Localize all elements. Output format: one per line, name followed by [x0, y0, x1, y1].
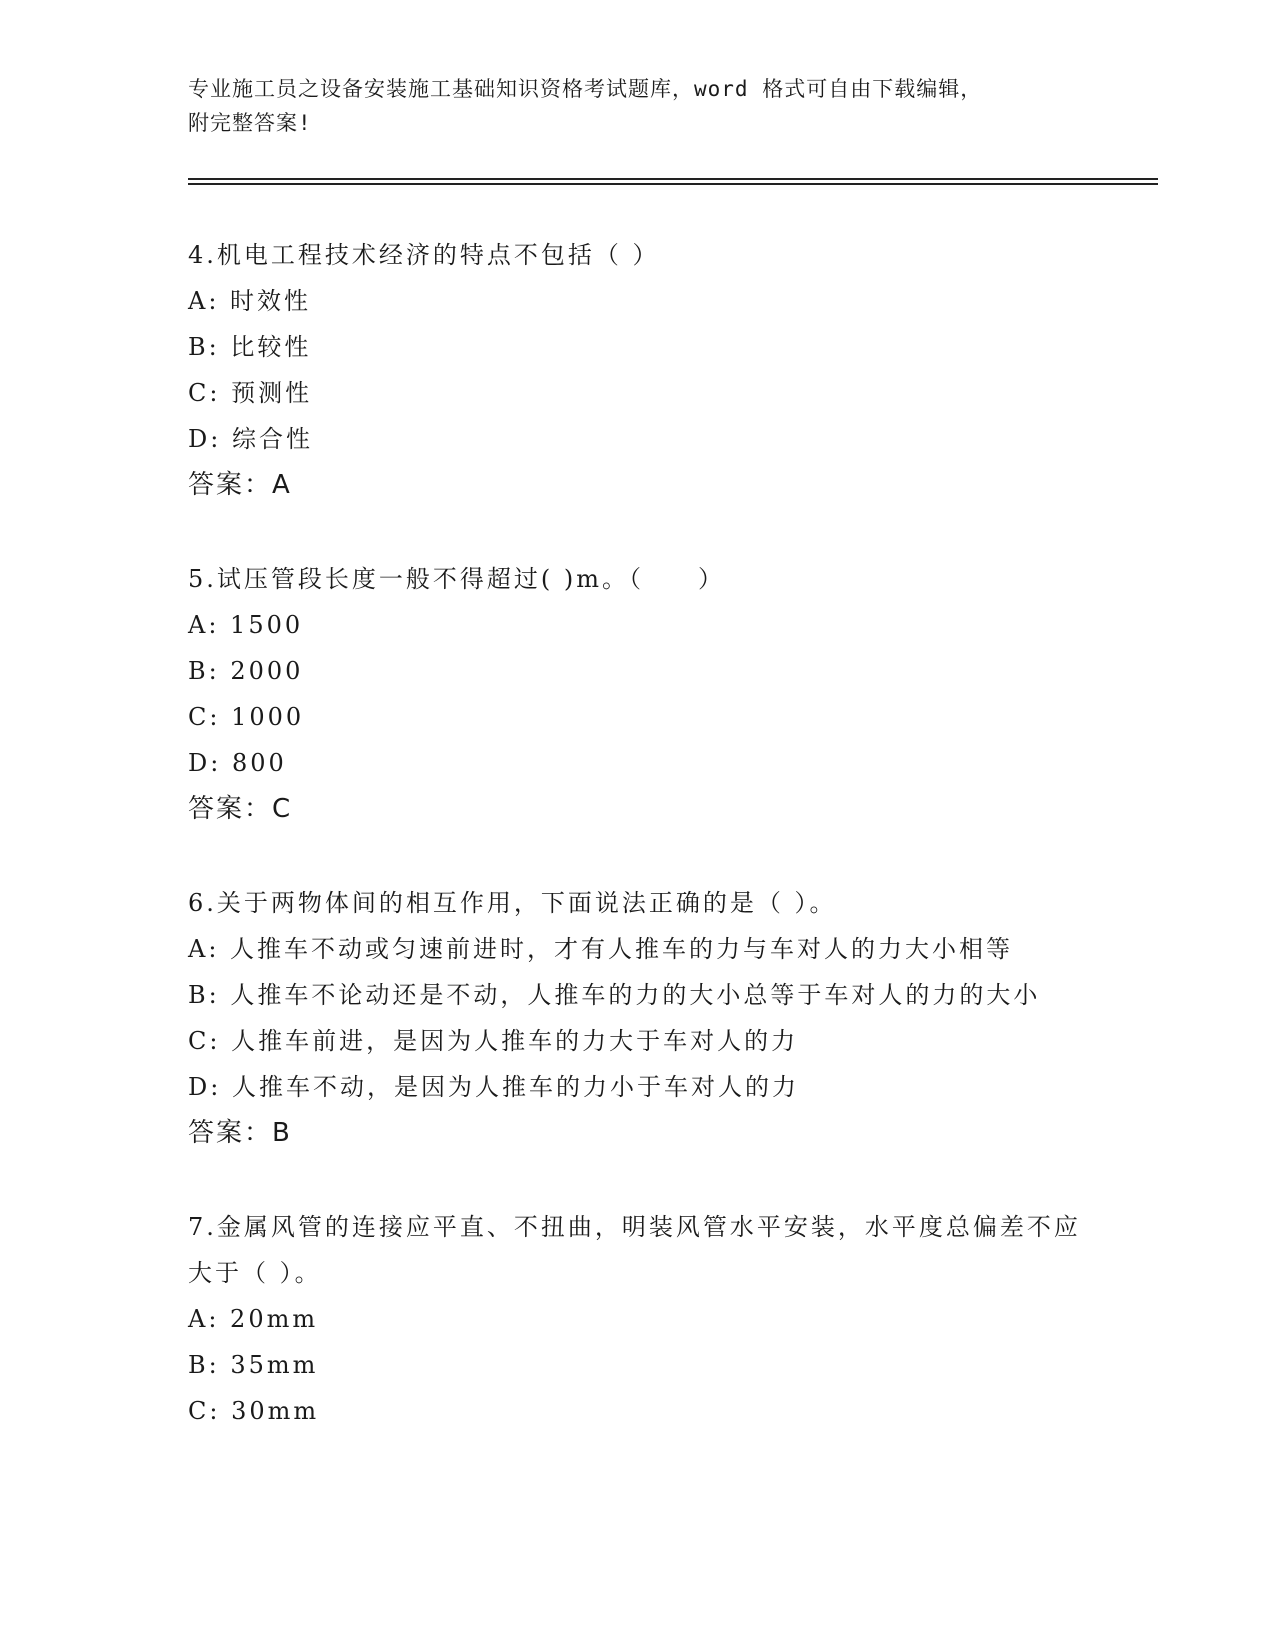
option-a: A: 1500 [188, 611, 304, 639]
question-6 [188, 880, 1088, 1156]
question-stem: 4.机电工程技术经济的特点不包括（ ） [188, 241, 660, 269]
option-b: B: 2000 [188, 657, 304, 685]
question-5 [188, 556, 1088, 832]
question-stem: 5.试压管段长度一般不得超过( )m。（ ） [188, 565, 726, 593]
option-c: C: 1000 [188, 703, 305, 731]
header-line-2: 附完整答案! [188, 111, 312, 135]
question-7 [188, 1204, 1088, 1434]
option-c: C: 30mm [188, 1397, 320, 1425]
option-c: C: 人推车前进，是因为人推车的力大于车对人的力 [188, 1027, 799, 1055]
option-d: D: 综合性 [188, 425, 313, 453]
question-stem: 6.关于两物体间的相互作用，下面说法正确的是（ ）。 [188, 889, 837, 917]
option-a: A: 人推车不动或匀速前进时，才有人推车的力与车对人的力大小相等 [188, 935, 1014, 963]
question-list [188, 232, 1088, 1434]
option-a: A: 20mm [188, 1305, 319, 1333]
header-line-1: 专业施工员之设备安装施工基础知识资格考试题库，word 格式可自由下载编辑， [188, 77, 983, 101]
option-a: A: 时效性 [188, 287, 312, 315]
header-divider-top [188, 178, 1158, 180]
answer-line: 答案：A [188, 470, 292, 500]
option-c: C: 预测性 [188, 379, 313, 407]
answer-line: 答案：B [188, 1118, 292, 1148]
option-d: D: 800 [188, 749, 287, 777]
option-b: B: 比较性 [188, 333, 312, 361]
question-stem: 7.金属风管的连接应平直、不扭曲，明装风管水平安装，水平度总偏差不应大于（ ）。 [188, 1213, 1081, 1287]
option-b: B: 人推车不论动还是不动，人推车的力的大小总等于车对人的力的大小 [188, 981, 1041, 1009]
answer-line: 答案：C [188, 794, 293, 824]
header-divider-bottom [188, 183, 1158, 185]
option-d: D: 人推车不动，是因为人推车的力小于车对人的力 [188, 1073, 799, 1101]
option-b: B: 35mm [188, 1351, 319, 1379]
document-header [188, 72, 1088, 140]
question-4 [188, 232, 1088, 508]
